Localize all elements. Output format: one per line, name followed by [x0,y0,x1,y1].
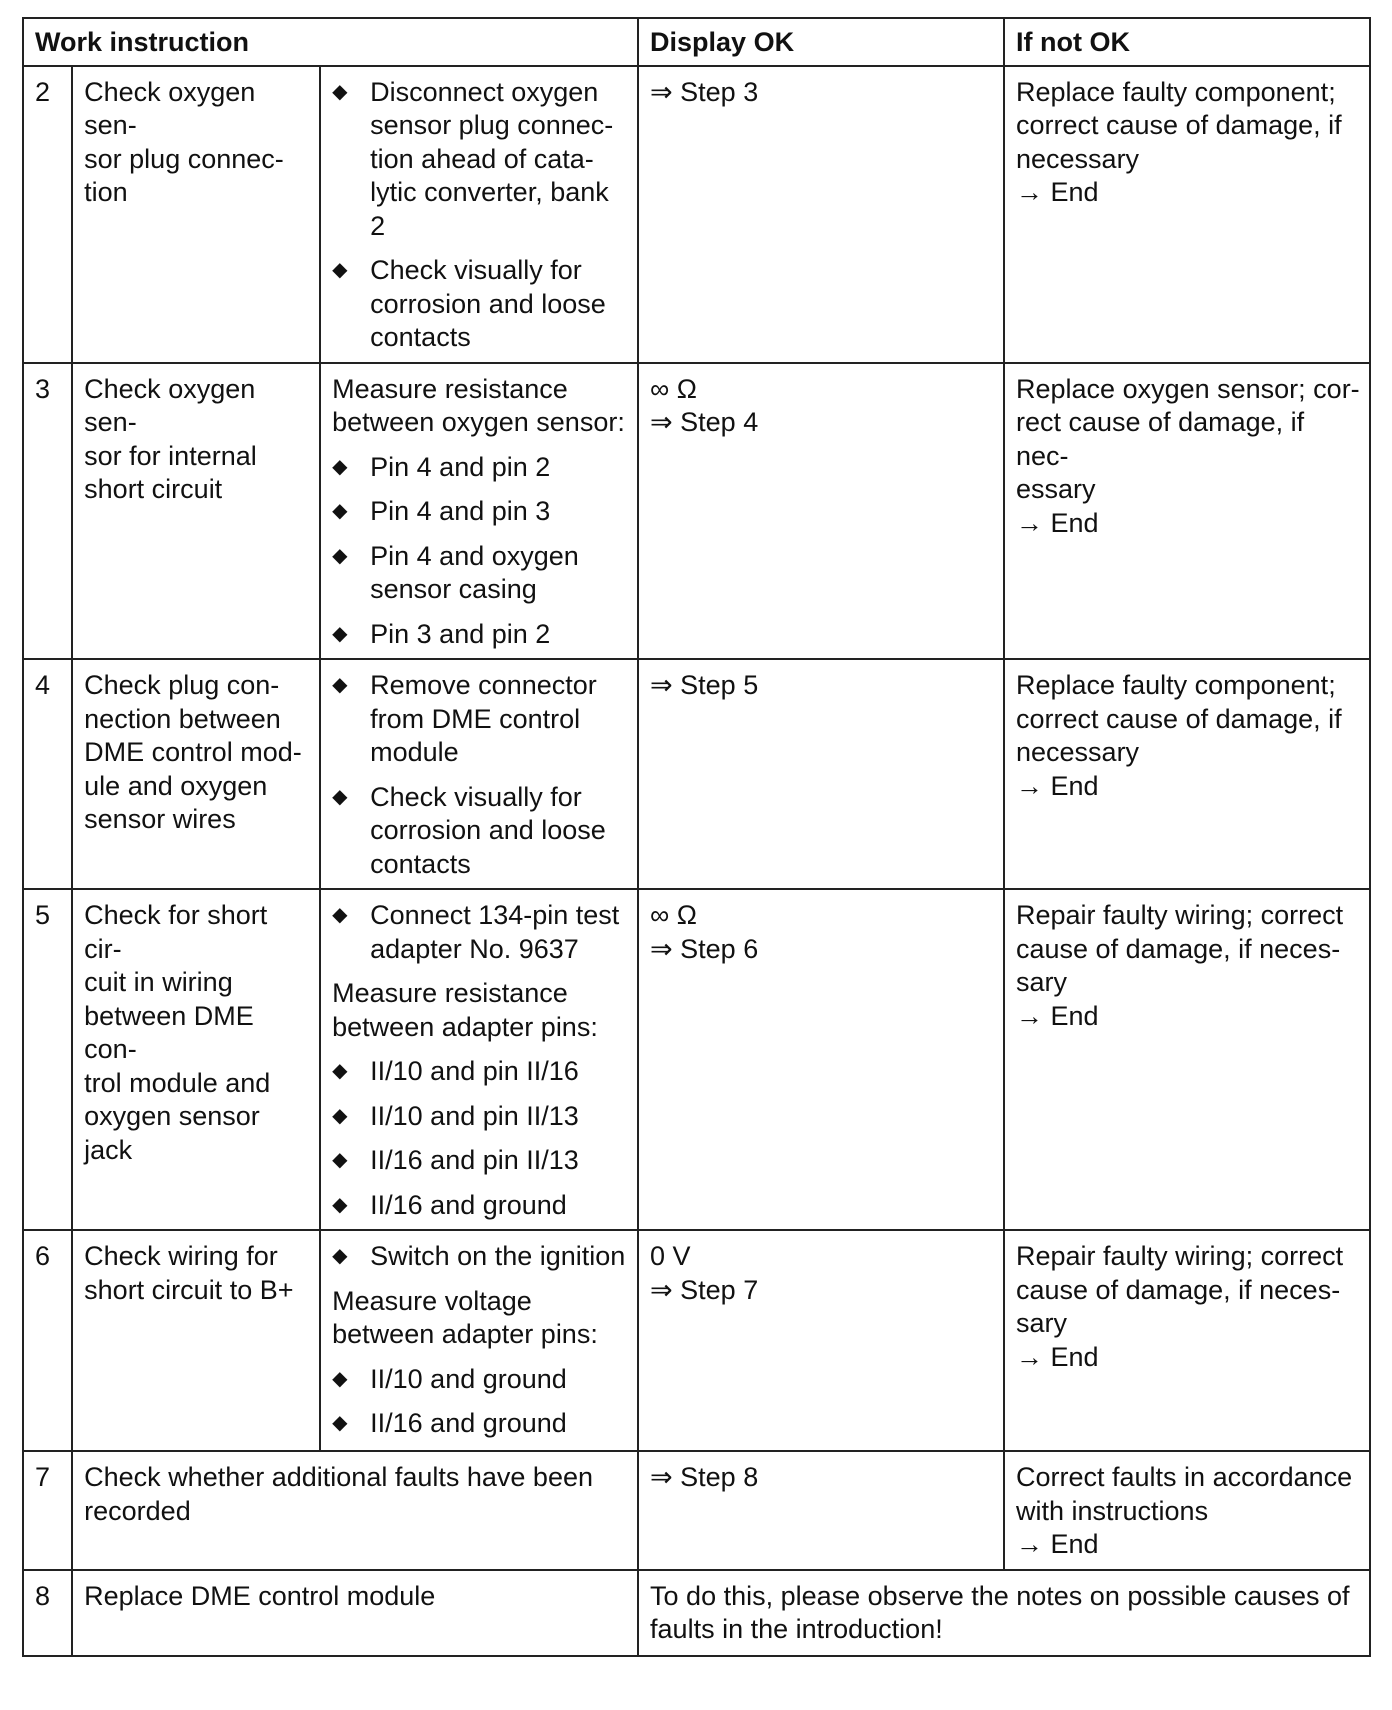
display-ok-cell [638,1230,1004,1451]
bullet-item [332,1189,628,1223]
bullet-line: adapter No. 9637 [370,933,579,964]
instruction-intro [332,373,628,440]
title-line: Check oxygen sen- [84,373,256,437]
not-ok-line: sary [1016,1308,1068,1338]
step-title [72,889,320,1230]
bullet-line: Pin 3 and pin 2 [370,618,551,649]
bullet-line: module [370,737,459,767]
instruction-cell [320,363,638,660]
bullet-line: contacts [370,322,471,352]
not-ok-line: → End [1016,1341,1099,1372]
step-title [72,363,320,660]
instruction-intro [332,977,628,1044]
bullet-line: tion ahead of cata- [370,143,594,174]
ok-line: ⇒ Step 3 [650,76,759,107]
display-ok-cell [638,66,1004,363]
bullet-item [332,1100,628,1134]
diamond-bullet-icon: ◆ [332,785,348,808]
not-ok-line: necessary [1016,143,1140,174]
bullet-item [332,540,628,607]
step-title [72,659,320,889]
title-line: short circuit to B+ [84,1274,294,1305]
diamond-bullet-icon: ◆ [332,80,348,103]
diamond-bullet-icon: ◆ [332,904,348,926]
not-ok-line: Replace oxygen sensor; cor- [1016,373,1360,404]
not-ok-line: cause of damage, if neces- [1016,1274,1341,1305]
intro-line: Measure resistance [332,978,568,1008]
bullet-line: II/16 and ground [370,1189,567,1220]
intro-line: Measure resistance [332,373,568,404]
not-ok-line: Replace faulty component; [1016,670,1336,700]
title-line: DME control mod- [84,737,302,767]
if-not-ok-cell [1004,363,1370,660]
not-ok-line: Repair faulty wiring; correct [1016,900,1344,930]
header-work-instruction: Work instruction [23,18,638,66]
note-line: To do this, please observe the notes on possible causes of [650,1580,1350,1611]
ok-line: ⇒ Step 4 [650,407,759,437]
title-line: Check oxygen sen- [84,76,256,140]
bullet-line: Pin 4 and oxygen [370,540,579,571]
bullet-line: Connect 134-pin test [370,900,620,930]
title-line: between DME con- [84,1000,254,1064]
diamond-bullet-icon: ◆ [332,500,348,522]
not-ok-line: rect cause of damage, if nec- [1016,407,1305,471]
bullet-item [332,495,628,529]
diamond-bullet-icon: ◆ [332,259,348,281]
title-line: sor for internal [84,440,257,471]
not-ok-line: cause of damage, if neces- [1016,933,1341,964]
diamond-bullet-icon: ◆ [332,544,348,567]
instruction-cell [320,889,638,1230]
bullet-line: sensor plug connec- [370,110,614,140]
display-ok-cell [638,659,1004,889]
bullet-line: sensor casing [370,574,537,604]
title-line: tion [84,177,128,207]
if-not-ok-cell [1004,889,1370,1230]
diamond-bullet-icon: ◆ [332,1412,348,1434]
bullet-line: contacts [370,848,471,879]
if-not-ok-cell [1004,1230,1370,1451]
header-if-not-ok: If not OK [1004,18,1370,66]
table-row [23,1451,1370,1570]
bullet-line: Pin 4 and pin 2 [370,451,551,482]
step-number: 6 [23,1230,72,1451]
if-not-ok-cell [1004,1451,1370,1570]
note-cell [638,1570,1370,1656]
step-title [72,66,320,363]
display-ok-cell [638,1451,1004,1570]
display-ok-cell [638,363,1004,660]
table-row [23,363,1370,660]
title-line: short circuit [84,474,223,504]
bullet-line: Remove connector [370,670,597,700]
ok-line: ∞ Ω [650,900,697,930]
table-row [23,66,1370,363]
bullet-item [332,1055,628,1089]
bullet-line: from DME control [370,703,581,734]
title-line: Replace DME control module [84,1580,436,1611]
header-display-ok: Display OK [638,18,1004,66]
diamond-bullet-icon: ◆ [332,674,348,696]
table-row [23,889,1370,1230]
step-number: 7 [23,1451,72,1570]
title-line: nection between [84,703,281,734]
bullet-item [332,451,628,485]
table-header-row [23,18,1370,66]
bullet-line: II/10 and ground [370,1363,567,1394]
not-ok-line: Correct faults in accordance [1016,1462,1353,1492]
bullet-line: corrosion and loose [370,288,606,319]
instruction-cell [320,659,638,889]
not-ok-line: Replace faulty component; [1016,76,1336,107]
not-ok-line: correct cause of damage, if [1016,110,1342,140]
ok-line: ⇒ Step 5 [650,670,759,700]
not-ok-line: sary [1016,967,1068,997]
step-title [72,1451,638,1570]
bullet-item [332,669,628,770]
bullet-line: II/16 and ground [370,1408,567,1438]
bullet-line: lytic converter, bank [370,177,609,207]
bullet-item [332,618,628,652]
title-line: Check wiring for [84,1241,278,1271]
bullet-line: II/10 and pin II/13 [370,1100,579,1131]
not-ok-line: necessary [1016,737,1140,767]
step-number: 4 [23,659,72,889]
diamond-bullet-icon: ◆ [332,1367,348,1390]
table-row [23,1230,1370,1451]
instruction-cell [320,1230,638,1451]
title-line: Check for short cir- [84,900,268,964]
ok-line: ⇒ Step 7 [650,1274,759,1305]
diamond-bullet-icon: ◆ [332,1193,348,1216]
bullet-item [332,1144,628,1178]
title-line: Check plug con- [84,670,280,700]
not-ok-line: → End [1016,177,1099,207]
diamond-bullet-icon: ◆ [332,1060,348,1082]
table-row [23,659,1370,889]
note-line: faults in the introduction! [650,1614,943,1644]
step-title [72,1570,638,1656]
work-instruction-table [22,17,1371,1657]
title-line: recorded [84,1495,191,1526]
title-line: Check whether additional faults have been [84,1462,593,1492]
bullet-item [332,76,628,244]
ok-line: ⇒ Step 8 [650,1462,759,1492]
bullet-line: II/16 and pin II/13 [370,1145,579,1175]
instruction-cell [320,66,638,363]
bullet-line: Disconnect oxygen [370,76,599,107]
title-line: cuit in wiring [84,967,233,997]
step-number: 3 [23,363,72,660]
not-ok-line: → End [1016,1529,1099,1559]
table-row [23,1570,1370,1656]
not-ok-line: essary [1016,474,1096,504]
title-line: sensor wires [84,804,236,834]
intro-line: between adapter pins: [332,1011,598,1042]
intro-line: between adapter pins: [332,1319,598,1349]
step-number: 5 [23,889,72,1230]
display-ok-cell [638,889,1004,1230]
not-ok-line: with instructions [1016,1495,1209,1526]
bullet-line: Switch on the ignition [370,1241,626,1271]
bullet-item [332,1363,628,1397]
bullet-line: Check visually for [370,781,582,812]
if-not-ok-cell [1004,66,1370,363]
diamond-bullet-icon: ◆ [332,455,348,478]
not-ok-line: → End [1016,1000,1099,1031]
not-ok-line: → End [1016,770,1099,801]
diamond-bullet-icon: ◆ [332,622,348,645]
bullet-line: 2 [370,210,386,241]
bullet-line: corrosion and loose [370,815,606,845]
bullet-item [332,1240,628,1274]
diamond-bullet-icon: ◆ [332,1245,348,1267]
not-ok-line: → End [1016,507,1099,538]
step-number: 2 [23,66,72,363]
bullet-line: Check visually for [370,255,582,285]
ok-line: ⇒ Step 6 [650,933,759,964]
bullet-item [332,1407,628,1441]
title-line: ule and oxygen [84,770,268,801]
step-title [72,1230,320,1451]
bullet-line: II/10 and pin II/16 [370,1056,579,1086]
title-line: trol module and [84,1067,271,1098]
not-ok-line: Repair faulty wiring; correct [1016,1241,1344,1271]
title-line: oxygen sensor jack [84,1101,260,1165]
if-not-ok-cell [1004,659,1370,889]
instruction-intro [332,1285,628,1352]
work-instruction-sheet [22,17,1371,1657]
step-number: 8 [23,1570,72,1656]
ok-line: ∞ Ω [650,373,697,404]
diamond-bullet-icon: ◆ [332,1104,348,1127]
bullet-item [332,781,628,882]
bullet-item [332,899,628,966]
bullet-item [332,254,628,355]
ok-line: 0 V [650,1241,691,1271]
not-ok-line: correct cause of damage, if [1016,703,1342,734]
diamond-bullet-icon: ◆ [332,1149,348,1171]
intro-line: Measure voltage [332,1285,532,1316]
bullet-line: Pin 4 and pin 3 [370,496,551,526]
intro-line: between oxygen sensor: [332,407,625,437]
title-line: sor plug connec- [84,143,284,174]
